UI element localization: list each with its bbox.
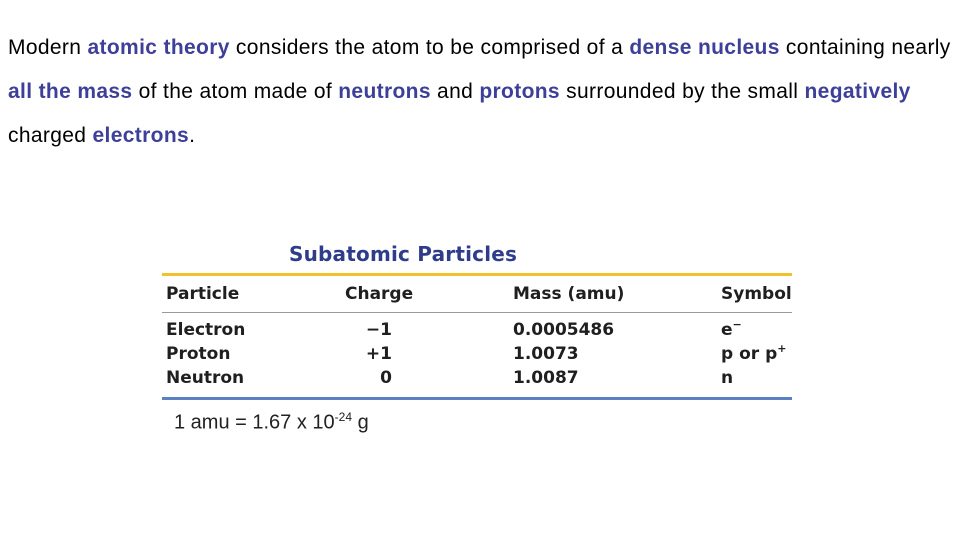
highlight-atomic-theory: atomic theory bbox=[87, 36, 230, 59]
header-rule bbox=[162, 312, 792, 313]
text-segment: surrounded by the small bbox=[559, 80, 805, 103]
row-neutron-charge: 0 bbox=[380, 368, 392, 388]
title-rule bbox=[162, 273, 792, 276]
row-electron-mass: 0.0005486 bbox=[513, 320, 615, 340]
table-title: Subatomic Particles bbox=[289, 242, 518, 266]
row-electron-charge: −1 bbox=[365, 320, 392, 340]
row-neutron-particle: Neutron bbox=[166, 368, 245, 388]
text-segment: charged bbox=[8, 124, 93, 147]
symbol-superscript: − bbox=[732, 318, 742, 331]
header-particle: Particle bbox=[166, 284, 240, 304]
highlight-all-the-mass: all the mass bbox=[8, 80, 133, 103]
row-electron-particle: Electron bbox=[166, 320, 246, 340]
text-segment: containing nearly bbox=[779, 36, 951, 59]
symbol-main: n bbox=[721, 368, 734, 388]
highlight-protons: protons bbox=[479, 80, 560, 103]
symbol-main: p or p bbox=[721, 344, 778, 364]
symbol-main: e bbox=[721, 320, 733, 340]
highlight-negatively: negatively bbox=[804, 80, 911, 103]
header-mass: Mass (amu) bbox=[513, 284, 625, 304]
text-segment: of the atom made of bbox=[132, 80, 339, 103]
row-neutron-symbol bbox=[721, 368, 733, 388]
note-suffix: g bbox=[352, 411, 369, 434]
amu-conversion-note bbox=[174, 410, 369, 435]
header-symbol: Symbol bbox=[721, 284, 792, 304]
highlight-dense-nucleus: dense nucleus bbox=[629, 36, 780, 59]
note-exponent: -24 bbox=[334, 410, 353, 424]
text-segment: Modern bbox=[8, 36, 88, 59]
row-electron-symbol bbox=[721, 320, 742, 340]
text-segment: considers the atom to be comprised of a bbox=[229, 36, 630, 59]
row-proton-mass: 1.0073 bbox=[513, 344, 579, 364]
header-charge: Charge bbox=[345, 284, 414, 304]
table-bottom-rule bbox=[162, 397, 792, 400]
note-prefix: 1 amu = 1.67 x 10 bbox=[174, 411, 335, 434]
highlight-neutrons: neutrons bbox=[338, 80, 431, 103]
row-neutron-mass: 1.0087 bbox=[513, 368, 579, 388]
highlight-electrons: electrons bbox=[92, 124, 190, 147]
row-proton-symbol bbox=[721, 344, 786, 364]
row-proton-particle: Proton bbox=[166, 344, 231, 364]
text-segment: . bbox=[189, 124, 196, 147]
row-proton-charge: +1 bbox=[365, 344, 392, 364]
text-segment: and bbox=[430, 80, 480, 103]
intro-paragraph bbox=[8, 26, 952, 158]
symbol-superscript: + bbox=[777, 342, 787, 355]
